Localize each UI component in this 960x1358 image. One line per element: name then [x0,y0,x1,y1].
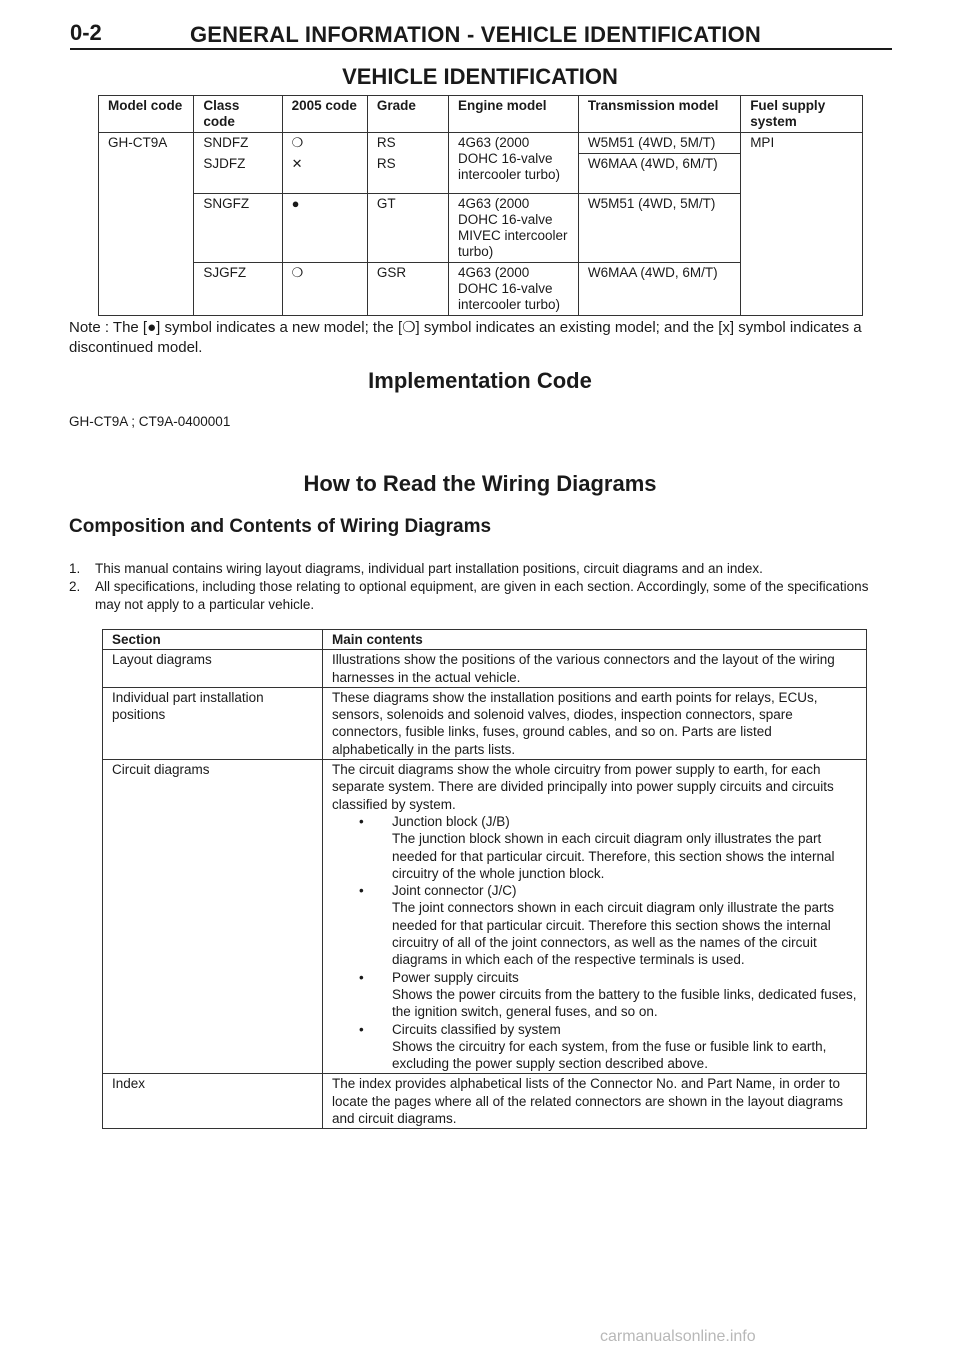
bullet-title: Power supply circuits [392,969,519,985]
list-item-number: 1. [69,561,81,576]
transmission-cell: W5M51 (4WD, 5M/T) [578,194,740,263]
section-contents-cell [323,760,867,1074]
section-name-cell: Circuit diagrams [103,760,323,1074]
table-header-row [99,96,863,133]
class-code-cell: SNDFZ [194,133,282,154]
list-item-text: All specifications, including those relating to optional equipment, are given in each section. Accordingly, some of the specifications may not apply to a particular vehicle. [95,579,869,612]
column-header: Model code [99,96,194,133]
wiring-diagrams-heading: How to Read the Wiring Diagrams [303,471,657,496]
numbered-list [69,560,869,614]
list-item [69,560,869,578]
discontinued-model-symbol-icon: ✕ [282,154,367,194]
bullet-icon: • [359,813,364,829]
grade-cell: RS [367,133,448,154]
table-header-row [103,630,867,650]
column-header: Class code [194,96,282,133]
list-item-text: This manual contains wiring layout diagrams, individual part installation positions, circuit diagrams and an index. [95,561,763,576]
section-contents-cell: These diagrams show the installation positions and earth points for relays, ECUs, sensors, solenoids and solenoid valves, diodes, inspection connectors, spare connectors, fusible links, fuses, ground cables, and so on. Parts are listed alphabetically in the parts lists. [323,687,867,759]
class-code-cell: SNGFZ [194,194,282,263]
table-row [103,760,867,1074]
bullet-icon: • [359,883,364,899]
list-item [332,1021,857,1073]
page-title: GENERAL INFORMATION - VEHICLE IDENTIFICATION [190,22,762,47]
bullet-title: Junction block (J/B) [392,813,510,829]
table-row [103,1074,867,1129]
bullet-icon: • [359,969,364,985]
column-header: Transmission model [578,96,740,133]
bullet-title: Circuits classified by system [392,1021,561,1037]
column-header: Section [103,630,323,650]
page-header [70,18,892,50]
column-header: Engine model [449,96,579,133]
list-item [332,813,857,882]
bullet-text: Shows the power circuits from the battery to the fusible links, dedicated fuses, the ignition switch, general fuses, and so on. [392,986,857,1020]
composition-subheading: Composition and Contents of Wiring Diagrams [69,516,492,537]
section-contents-cell: Illustrations show the positions of the various connectors and the layout of the wiring harnesses in the actual vehicle. [323,650,867,688]
bullet-text: Shows the circuitry for each system, from the fuse or fusible link to earth, excluding the power supply section described above. [392,1038,827,1072]
model-code-cell: GH-CT9A [99,133,194,316]
transmission-cell: W6MAA (4WD, 6M/T) [578,154,740,194]
class-code-cell: SJDFZ [194,154,282,194]
page-number: 0-2 [70,20,102,45]
column-header: Fuel supply system [741,96,863,133]
table-row [103,687,867,759]
bullet-list [332,813,857,1072]
table-row [99,133,863,154]
column-header: 2005 code [282,96,367,133]
table-row [103,650,867,688]
watermark: carmanualsonline.info [600,1328,756,1345]
grade-cell: GT [367,194,448,263]
engine-cell: 4G63 (2000 DOHC 16-valve MIVEC intercooler turbo) [449,194,579,263]
section-name-cell: Layout diagrams [103,650,323,688]
grade-cell: RS [367,154,448,194]
sections-table [102,629,867,1129]
list-item [332,969,857,1021]
column-header: Grade [367,96,448,133]
transmission-cell: W5M51 (4WD, 5M/T) [578,133,740,154]
list-item-number: 2. [69,579,81,594]
column-header: Main contents [323,630,867,650]
section-contents-text: The circuit diagrams show the whole circuitry from power supply to earth, for each separate system. There are divided principally into power supply circuits and circuits classified by system. [332,762,834,812]
symbol-note: Note : The [●] symbol indicates a new model; the [❍] symbol indicates an existing model; and the [x] symbol indicates a discontinued model. [69,319,862,356]
grade-cell: GSR [367,263,448,316]
engine-cell: 4G63 (2000 DOHC 16-valve intercooler turbo) [449,263,579,316]
section-name-cell: Individual part installation positions [103,687,323,759]
list-item [69,578,869,614]
engine-cell: 4G63 (2000 DOHC 16-valve intercooler turbo) [449,133,579,194]
vehicle-identification-heading: VEHICLE IDENTIFICATION [342,64,618,89]
implementation-code-heading: Implementation Code [368,368,592,393]
bullet-text: The junction block shown in each circuit diagram only illustrates the part needed for that particular circuit. Therefore, this section shows the internal circuitry of the whole junction block. [392,831,835,881]
fuel-supply-cell: MPI [741,133,863,316]
transmission-cell: W6MAA (4WD, 6M/T) [578,263,740,316]
section-contents-cell: The index provides alphabetical lists of the Connector No. and Part Name, in order to locate the pages where all of the related connectors are shown in the layout diagrams and circuit diagrams. [323,1074,867,1129]
existing-model-symbol-icon: ❍ [282,263,367,316]
bullet-icon: • [359,1021,364,1037]
vehicle-identification-table [98,95,863,316]
bullet-text: The joint connectors shown in each circuit diagram only illustrate the parts needed for that particular circuit. Therefore this section shows the internal circuitry of all of the joint connectors, as well as the names of the circuit diagrams in which each of the respective terminals is used. [392,900,834,968]
section-name-cell: Index [103,1074,323,1129]
existing-model-symbol-icon: ❍ [282,133,367,154]
implementation-code-text: GH-CT9A ; CT9A-0400001 [69,414,231,429]
new-model-symbol-icon: ● [282,194,367,263]
class-code-cell: SJGFZ [194,263,282,316]
list-item [332,882,857,968]
bullet-title: Joint connector (J/C) [392,883,517,899]
